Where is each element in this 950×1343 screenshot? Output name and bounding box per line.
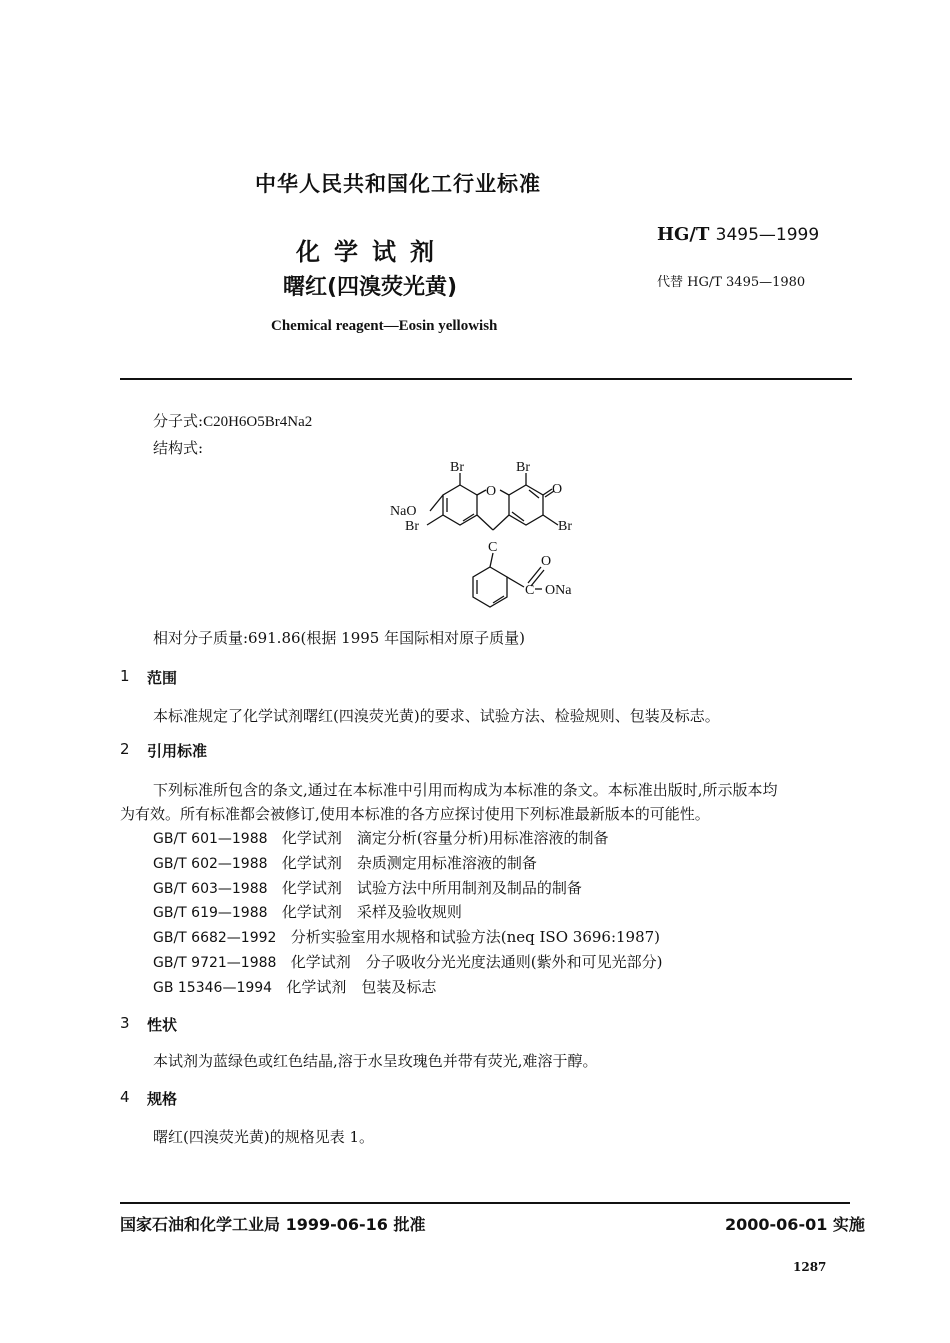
document-title-line2: 曙红(四溴荧光黄) — [283, 275, 458, 300]
structural-formula-diagram — [380, 455, 610, 625]
section-3-title: 性状 — [147, 1016, 178, 1034]
standard-prefix: HG/T — [657, 224, 710, 245]
reference-code: GB 15346—1994 — [153, 980, 273, 996]
reference-title: 化学试剂 滴定分析(容量分析)用标准溶液的制备 — [281, 829, 609, 847]
reference-item — [153, 827, 609, 848]
formula-value: C20H6O5Br4Na2 — [203, 414, 313, 430]
section-2-title: 引用标准 — [147, 742, 208, 760]
molecular-formula — [153, 410, 312, 431]
label-ona: ONa — [545, 583, 572, 598]
reference-title: 化学试剂 试验方法中所用制剂及制品的制备 — [281, 879, 582, 897]
effective-date: 2000-06-01 实施 — [725, 1215, 865, 1234]
reference-item — [153, 901, 462, 922]
reference-code: GB/T 6682—1992 — [153, 930, 277, 946]
reference-item — [153, 926, 660, 947]
reference-code: GB/T 603—1988 — [153, 881, 268, 897]
reference-title: 化学试剂 包装及标志 — [286, 978, 437, 996]
structure-label: 结构式: — [153, 439, 204, 457]
section-1-title: 范围 — [147, 669, 178, 687]
label-br-right: Br — [558, 519, 572, 534]
reference-code: GB/T 619—1988 — [153, 905, 268, 921]
references-intro-line1: 下列标准所包含的条文,通过在本标准中引用而构成为本标准的条文。本标准出版时,所示版本均 — [153, 781, 778, 799]
reference-code: GB/T 9721—1988 — [153, 955, 277, 971]
label-nao: NaO — [390, 504, 417, 519]
section-4-number: 4 — [120, 1088, 130, 1106]
reference-title: 分析实验室用水规格和试验方法(neq ISO 3696:1987) — [290, 928, 661, 946]
approval-line: 国家石油和化学工业局 1999-06-16 批准 — [120, 1215, 426, 1234]
molecular-mass: 相对分子质量:691.86(根据 1995 年国际相对原子质量) — [153, 629, 525, 647]
standard-number: 3495—1999 — [715, 225, 820, 245]
standard-code — [657, 224, 819, 245]
header-divider — [120, 378, 852, 380]
section-4-title: 规格 — [147, 1090, 178, 1108]
section-2-number: 2 — [120, 740, 130, 758]
label-br-top-right: Br — [516, 460, 530, 475]
reference-code: GB/T 601—1988 — [153, 831, 268, 847]
specification-text: 曙红(四溴荧光黄)的规格见表 1。 — [153, 1128, 375, 1146]
label-br-left: Br — [405, 519, 419, 534]
label-c-center: C — [488, 540, 498, 555]
label-c-carboxyl: C — [525, 583, 535, 598]
reference-item — [153, 877, 582, 898]
references-intro-line2: 为有效。所有标准都会被修订,使用本标准的各方应探讨使用下列标准最新版本的可能性。 — [120, 805, 710, 823]
label-o-carboxyl: O — [541, 554, 552, 569]
label-br-top-left: Br — [450, 460, 464, 475]
reference-title: 化学试剂 杂质测定用标准溶液的制备 — [281, 854, 537, 872]
reference-title: 化学试剂 采样及验收规则 — [281, 903, 462, 921]
label-o-bridge: O — [486, 484, 497, 499]
reference-code: GB/T 602—1988 — [153, 856, 268, 872]
reference-item — [153, 976, 436, 997]
document-title-line1: 化学试剂 — [296, 238, 448, 266]
industry-standard-heading: 中华人民共和国化工行业标准 — [255, 172, 541, 196]
english-title: Chemical reagent—Eosin yellowish — [271, 318, 498, 334]
formula-label: 分子式: — [153, 412, 204, 430]
page-number: 1287 — [793, 1260, 827, 1274]
section-1-number: 1 — [120, 667, 130, 685]
reference-item — [153, 951, 662, 972]
footer-divider — [120, 1202, 850, 1204]
label-o-keto: O — [552, 482, 563, 497]
scope-text: 本标准规定了化学试剂曙红(四溴荧光黄)的要求、试验方法、检验规则、包装及标志。 — [153, 707, 720, 725]
reference-title: 化学试剂 分子吸收分光光度法通则(紫外和可见光部分) — [290, 953, 663, 971]
reference-item — [153, 852, 537, 873]
section-3-number: 3 — [120, 1014, 130, 1032]
replaces-standard: 代替 HG/T 3495—1980 — [657, 275, 806, 290]
properties-text: 本试剂为蓝绿色或红色结晶,溶于水呈玫瑰色并带有荧光,难溶于醇。 — [153, 1052, 598, 1070]
